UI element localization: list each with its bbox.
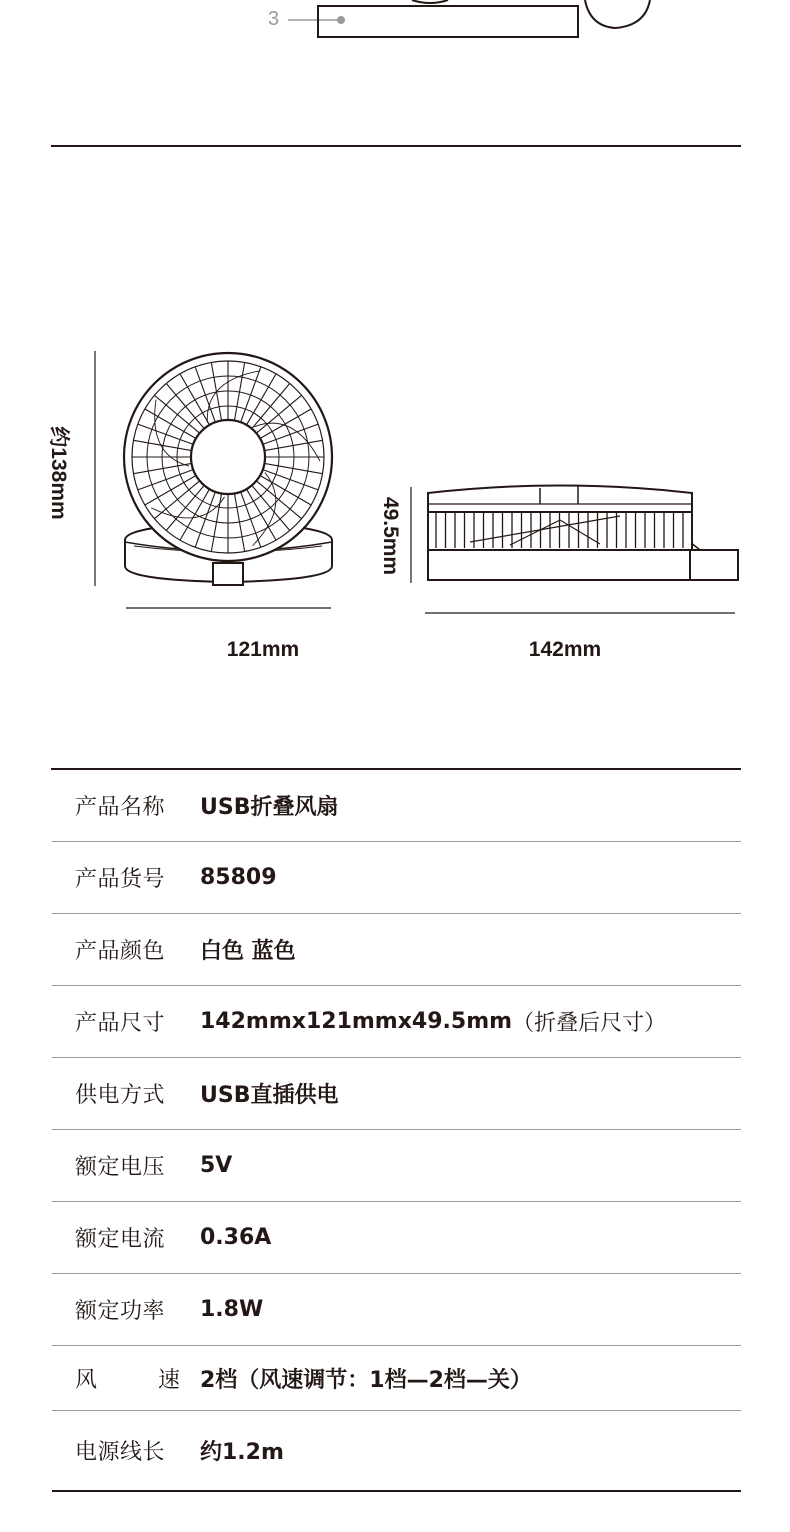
spec-label: 产品尺寸 xyxy=(75,1011,166,1036)
spec-value: 0.36A xyxy=(200,1225,272,1250)
spec-value: 142mmx121mmx49.5mm xyxy=(200,1009,513,1034)
spec-label-part: 速 xyxy=(157,1367,180,1393)
spec-label: 电源线长 xyxy=(75,1440,166,1465)
spec-row-power-supply xyxy=(52,1058,741,1130)
spec-value: 85809 xyxy=(200,865,277,890)
spec-row-rated-power xyxy=(52,1274,741,1346)
spec-value: USB直插供电 xyxy=(200,1083,339,1108)
fan-front-view xyxy=(124,353,332,585)
callout-number: 3 xyxy=(268,8,280,30)
spec-label-part: 风 xyxy=(75,1367,98,1393)
spec-label: 产品货号 xyxy=(75,867,166,892)
spec-row-product-name xyxy=(52,769,741,842)
spec-label: 供电方式 xyxy=(75,1083,166,1108)
spec-label: 额定功率 xyxy=(75,1299,166,1324)
side-width-label: 142mm xyxy=(528,638,602,661)
spec-label: 产品名称 xyxy=(75,794,166,820)
front-height-label: 约138mm xyxy=(47,426,70,520)
front-width-label: 121mm xyxy=(226,638,300,661)
spec-row-wind-speed xyxy=(52,1346,741,1411)
spec-label: 产品颜色 xyxy=(75,939,166,964)
spec-row-product-color xyxy=(52,914,741,986)
spec-label: 额定电流 xyxy=(75,1227,166,1252)
spec-row-rated-current xyxy=(52,1202,741,1274)
spec-note: （折叠后尺寸） xyxy=(512,1011,667,1036)
spec-value: 2档（风速调节：1档—2档—关） xyxy=(200,1367,532,1393)
spec-value: 5V xyxy=(200,1153,233,1178)
spec-value: 1.8W xyxy=(200,1297,264,1322)
spec-row-rated-voltage xyxy=(52,1130,741,1202)
spec-row-cable-length xyxy=(52,1411,741,1492)
fan-base-fragment-drawing xyxy=(0,0,790,60)
spec-value: 约1.2m xyxy=(200,1440,284,1465)
spec-value: 白色 蓝色 xyxy=(200,939,296,964)
fan-side-view xyxy=(428,486,738,581)
spec-row-product-number xyxy=(52,842,741,914)
top-illustration-fragment xyxy=(0,0,790,60)
spec-table xyxy=(52,769,741,1492)
spec-label: 额定电压 xyxy=(75,1155,166,1180)
spec-row-product-size xyxy=(52,986,741,1058)
side-height-label: 49.5mm xyxy=(379,496,402,576)
spec-label xyxy=(52,1363,200,1394)
dimension-diagram xyxy=(0,330,790,680)
section-divider xyxy=(51,145,741,147)
spec-value: USB折叠风扇 xyxy=(200,794,339,820)
